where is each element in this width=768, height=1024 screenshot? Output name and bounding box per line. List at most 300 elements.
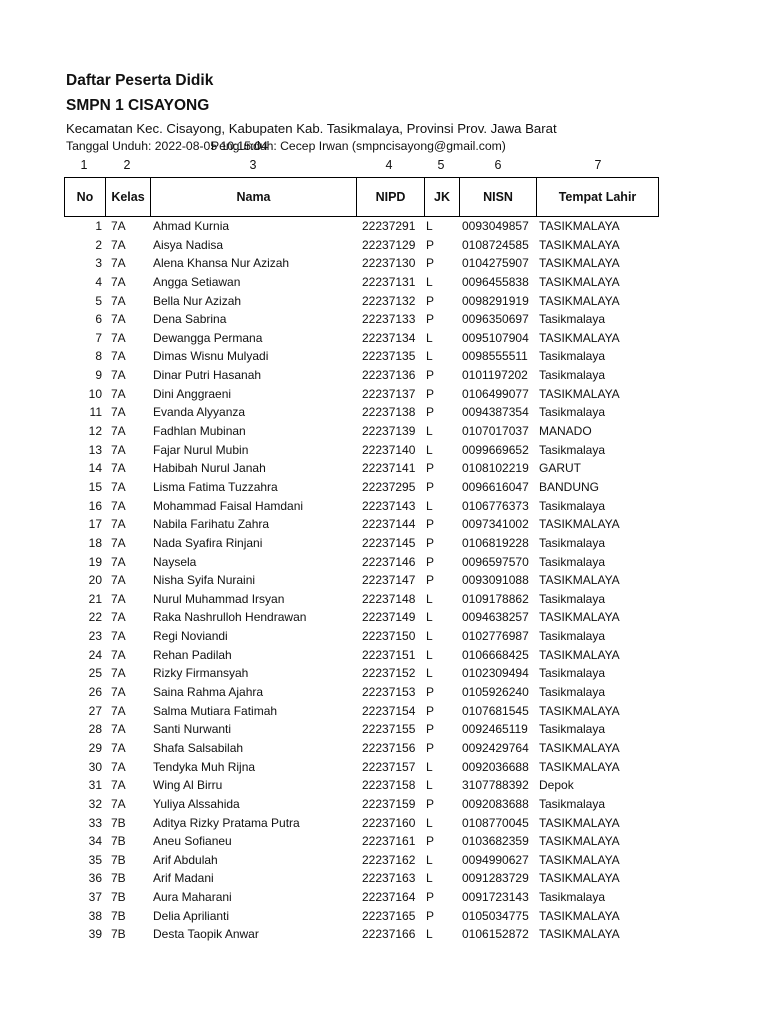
cell-nisn: 0106152872 — [462, 927, 529, 942]
downloader-info: Pengunduh: Cecep Irwan (smpncisayong@gmail.com) — [211, 139, 506, 153]
cell-no: 15 — [88, 479, 102, 494]
table-row — [0, 832, 768, 851]
cell-jk: P — [426, 237, 435, 252]
cell-tempat-lahir: TASIKMALAYA — [539, 517, 620, 532]
cell-nipd: 22237135 — [362, 349, 416, 364]
cell-nisn: 0106499077 — [462, 386, 529, 401]
cell-jk: L — [426, 498, 433, 513]
cell-jk: P — [426, 834, 435, 849]
table-row — [0, 236, 768, 255]
cell-no: 34 — [88, 834, 102, 849]
cell-nama: Dini Anggraeni — [153, 386, 232, 401]
cell-kelas: 7A — [111, 778, 126, 793]
cell-kelas: 7A — [111, 796, 126, 811]
cell-kelas: 7A — [111, 629, 126, 644]
cell-nipd: 22237156 — [362, 740, 416, 755]
cell-no: 9 — [95, 368, 102, 383]
column-number-row — [0, 158, 768, 174]
cell-nisn: 0108724585 — [462, 237, 529, 252]
cell-jk: L — [426, 759, 433, 774]
cell-jk: P — [426, 796, 435, 811]
cell-kelas: 7A — [111, 703, 126, 718]
cell-nama: Raka Nashrulloh Hendrawan — [153, 610, 307, 625]
cell-tempat-lahir: TASIKMALAYA — [539, 256, 620, 271]
cell-tempat-lahir: Depok — [539, 778, 574, 793]
download-date: Tanggal Unduh: 2022-08-05 10:15:04 — [66, 139, 268, 153]
cell-nipd: 22237160 — [362, 815, 416, 830]
cell-nama: Wing Al Birru — [153, 778, 223, 793]
cell-kelas: 7A — [111, 330, 126, 345]
cell-nisn: 0099669652 — [462, 442, 529, 457]
cell-nisn: 0102309494 — [462, 666, 529, 681]
table-row — [0, 627, 768, 646]
cell-nisn: 0106668425 — [462, 647, 529, 662]
cell-tempat-lahir: TASIKMALAYA — [539, 740, 620, 755]
cell-nama: Aisya Nadisa — [153, 237, 224, 252]
cell-no: 14 — [88, 461, 102, 476]
student-rows — [0, 217, 768, 944]
cell-jk: P — [426, 461, 435, 476]
cell-nama: Fajar Nurul Mubin — [153, 442, 249, 457]
cell-nisn: 0092083688 — [462, 796, 529, 811]
cell-nipd: 22237140 — [362, 442, 416, 457]
cell-nisn: 0101197202 — [462, 368, 528, 383]
cell-no: 11 — [89, 405, 102, 420]
cell-kelas: 7A — [111, 424, 126, 439]
cell-kelas: 7A — [111, 573, 126, 588]
cell-nisn: 0106776373 — [462, 498, 529, 513]
cell-no: 21 — [88, 591, 102, 606]
cell-tempat-lahir: TASIKMALAYA — [539, 386, 620, 401]
cell-jk: P — [426, 703, 435, 718]
cell-tempat-lahir: TASIKMALAYA — [539, 274, 620, 289]
cell-tempat-lahir: TASIKMALAYA — [539, 573, 620, 588]
cell-kelas: 7A — [111, 219, 126, 233]
header-tempat-lahir: Tempat Lahir — [537, 178, 659, 217]
table-row — [0, 478, 768, 497]
table-header — [64, 177, 659, 217]
cell-nisn: 0097341002 — [462, 517, 529, 532]
cell-tempat-lahir: TASIKMALAYA — [539, 815, 620, 830]
column-number: 2 — [123, 158, 131, 172]
table-row — [0, 814, 768, 833]
cell-nama: Saina Rahma Ajahra — [153, 685, 264, 700]
cell-no: 3 — [95, 256, 102, 271]
header-jk: JK — [425, 178, 460, 217]
cell-nipd: 22237133 — [362, 312, 416, 327]
cell-nipd: 22237165 — [362, 908, 416, 923]
cell-nisn: 0108102219 — [462, 461, 529, 476]
cell-jk: L — [426, 815, 433, 830]
cell-nama: Angga Setiawan — [153, 274, 241, 289]
cell-nisn: 0092465119 — [462, 722, 528, 737]
cell-nama: Yuliya Alssahida — [153, 796, 240, 811]
table-row — [0, 329, 768, 348]
cell-nipd: 22237154 — [362, 703, 416, 718]
cell-nipd: 22237134 — [362, 330, 416, 345]
cell-kelas: 7A — [111, 405, 126, 420]
cell-no: 31 — [88, 778, 102, 793]
cell-jk: L — [426, 442, 433, 457]
cell-nisn: 0094990627 — [462, 852, 529, 867]
table-row — [0, 273, 768, 292]
table-row — [0, 646, 768, 665]
cell-kelas: 7A — [111, 498, 126, 513]
cell-tempat-lahir: Tasikmalaya — [539, 666, 606, 681]
column-number: 3 — [249, 158, 257, 172]
cell-nisn: 0092036688 — [462, 759, 529, 774]
cell-jk: L — [426, 871, 433, 886]
cell-tempat-lahir: TASIKMALAYA — [539, 610, 620, 625]
cell-nama: Dinar Putri Hasanah — [153, 368, 262, 383]
column-number: 7 — [594, 158, 602, 172]
cell-jk: L — [426, 330, 433, 345]
cell-kelas: 7B — [111, 815, 126, 830]
cell-no: 18 — [88, 535, 102, 550]
cell-kelas: 7B — [111, 834, 126, 849]
cell-kelas: 7A — [111, 591, 126, 606]
cell-nipd: 22237291 — [362, 219, 416, 233]
cell-nipd: 22237163 — [362, 871, 416, 886]
cell-nama: Nabila Farihatu Zahra — [153, 517, 270, 532]
table-row — [0, 515, 768, 534]
cell-no: 8 — [95, 349, 102, 364]
cell-nama: Arif Abdulah — [153, 852, 218, 867]
cell-no: 29 — [88, 740, 102, 755]
cell-kelas: 7B — [111, 908, 126, 923]
cell-nisn: 0107681545 — [462, 703, 529, 718]
cell-no: 19 — [88, 554, 102, 569]
cell-tempat-lahir: Tasikmalaya — [539, 554, 606, 569]
cell-nipd: 22237131 — [362, 274, 416, 289]
cell-no: 5 — [95, 293, 102, 308]
table-row — [0, 403, 768, 422]
cell-nipd: 22237147 — [362, 573, 416, 588]
cell-no: 1 — [95, 219, 102, 233]
column-number: 6 — [494, 158, 502, 172]
cell-nipd: 22237166 — [362, 927, 416, 942]
cell-no: 28 — [88, 722, 102, 737]
cell-no: 38 — [88, 908, 102, 923]
cell-kelas: 7A — [111, 293, 126, 308]
cell-nama: Desta Taopik Anwar — [153, 927, 259, 942]
cell-jk: P — [426, 386, 435, 401]
cell-kelas: 7A — [111, 517, 126, 532]
cell-nipd: 22237136 — [362, 368, 416, 383]
cell-jk: L — [426, 219, 433, 233]
cell-nipd: 22237164 — [362, 890, 416, 905]
cell-jk: L — [426, 927, 433, 942]
cell-jk: P — [426, 517, 435, 532]
cell-no: 16 — [88, 498, 102, 513]
cell-tempat-lahir: Tasikmalaya — [539, 498, 606, 513]
cell-nipd: 22237149 — [362, 610, 416, 625]
table-row — [0, 347, 768, 366]
cell-nipd: 22237138 — [362, 405, 416, 420]
cell-nisn: 0108770045 — [462, 815, 529, 830]
cell-tempat-lahir: Tasikmalaya — [539, 405, 606, 420]
table-row — [0, 534, 768, 553]
cell-nisn: 0091283729 — [462, 871, 529, 886]
table-row — [0, 366, 768, 385]
cell-nama: Dena Sabrina — [153, 312, 227, 327]
cell-no: 10 — [88, 386, 102, 401]
cell-tempat-lahir: Tasikmalaya — [539, 368, 606, 383]
cell-tempat-lahir: TASIKMALAYA — [539, 330, 620, 345]
cell-nama: Lisma Fatima Tuzzahra — [153, 479, 278, 494]
cell-nipd: 22237145 — [362, 535, 416, 550]
table-row — [0, 292, 768, 311]
cell-nama: Aura Maharani — [153, 890, 232, 905]
cell-nipd: 22237146 — [362, 554, 416, 569]
header-kelas: Kelas — [106, 178, 151, 217]
table-row — [0, 608, 768, 627]
cell-nisn: 0095107904 — [462, 330, 529, 345]
cell-kelas: 7A — [111, 461, 126, 476]
cell-no: 22 — [88, 610, 102, 625]
cell-kelas: 7A — [111, 740, 126, 755]
cell-kelas: 7A — [111, 685, 126, 700]
cell-no: 35 — [88, 852, 102, 867]
cell-tempat-lahir: GARUT — [539, 461, 581, 476]
cell-no: 20 — [88, 573, 102, 588]
cell-nisn: 0107017037 — [462, 424, 529, 439]
cell-nipd: 22237144 — [362, 517, 416, 532]
cell-jk: P — [426, 554, 435, 569]
cell-jk: P — [426, 908, 435, 923]
cell-nisn: 0094638257 — [462, 610, 529, 625]
cell-kelas: 7B — [111, 871, 126, 886]
table-row — [0, 795, 768, 814]
cell-nipd: 22237148 — [362, 591, 416, 606]
cell-tempat-lahir: Tasikmalaya — [539, 312, 606, 327]
table-row — [0, 664, 768, 683]
cell-tempat-lahir: TASIKMALAYA — [539, 834, 620, 849]
column-number: 4 — [385, 158, 393, 172]
table-row — [0, 683, 768, 702]
cell-nipd: 22237143 — [362, 498, 416, 513]
cell-tempat-lahir: MANADO — [539, 424, 592, 439]
cell-tempat-lahir: Tasikmalaya — [539, 591, 606, 606]
cell-nama: Tendyka Muh Rijna — [153, 759, 256, 774]
cell-jk: P — [426, 740, 435, 755]
cell-jk: L — [426, 424, 433, 439]
cell-no: 7 — [95, 330, 102, 345]
table-row — [0, 776, 768, 795]
cell-nisn: 0105034775 — [462, 908, 529, 923]
cell-kelas: 7A — [111, 368, 126, 383]
table-row — [0, 888, 768, 907]
cell-no: 12 — [88, 424, 102, 439]
cell-nama: Salma Mutiara Fatimah — [153, 703, 278, 718]
cell-tempat-lahir: TASIKMALAYA — [539, 703, 620, 718]
cell-nisn: 0096616047 — [462, 479, 529, 494]
cell-kelas: 7B — [111, 890, 126, 905]
table-row — [0, 254, 768, 273]
cell-tempat-lahir: BANDUNG — [539, 479, 600, 494]
cell-no: 26 — [88, 685, 102, 700]
cell-kelas: 7B — [111, 852, 126, 867]
cell-nama: Ahmad Kurnia — [153, 219, 230, 233]
cell-nisn: 0096350697 — [462, 312, 529, 327]
cell-nama: Dimas Wisnu Mulyadi — [153, 349, 269, 364]
cell-jk: L — [426, 666, 433, 681]
cell-nipd: 22237132 — [362, 293, 416, 308]
cell-jk: P — [426, 535, 435, 550]
cell-nisn: 3107788392 — [462, 778, 529, 793]
cell-nipd: 22237155 — [362, 722, 416, 737]
table-row — [0, 702, 768, 721]
cell-kelas: 7B — [111, 927, 126, 942]
cell-tempat-lahir: Tasikmalaya — [539, 796, 606, 811]
cell-nama: Naysela — [153, 554, 197, 569]
table-row — [0, 385, 768, 404]
cell-jk: L — [426, 629, 433, 644]
cell-nama: Shafa Salsabilah — [153, 740, 244, 755]
table-row — [0, 571, 768, 590]
cell-nipd: 22237141 — [362, 461, 416, 476]
cell-nama: Arif Madani — [153, 871, 214, 886]
cell-jk: L — [426, 610, 433, 625]
header-nisn: NISN — [460, 178, 537, 217]
cell-nisn: 0105926240 — [462, 685, 529, 700]
cell-no: 36 — [88, 871, 102, 886]
cell-nama: Aditya Rizky Pratama Putra — [153, 815, 300, 830]
cell-nisn: 0094387354 — [462, 405, 529, 420]
cell-kelas: 7A — [111, 442, 126, 457]
cell-tempat-lahir: TASIKMALAYA — [539, 293, 620, 308]
table-row — [0, 217, 768, 236]
cell-jk: L — [426, 591, 433, 606]
cell-tempat-lahir: TASIKMALAYA — [539, 647, 620, 662]
cell-nama: Rehan Padilah — [153, 647, 232, 662]
table-row — [0, 590, 768, 609]
cell-nisn: 0093091088 — [462, 573, 529, 588]
cell-tempat-lahir: Tasikmalaya — [539, 535, 606, 550]
cell-nipd: 22237150 — [362, 629, 416, 644]
cell-nipd: 22237162 — [362, 852, 416, 867]
cell-tempat-lahir: TASIKMALAYA — [539, 927, 620, 942]
cell-tempat-lahir: TASIKMALAYA — [539, 908, 620, 923]
cell-no: 6 — [95, 312, 102, 327]
cell-nisn: 0102776987 — [462, 629, 529, 644]
cell-nipd: 22237151 — [362, 647, 416, 662]
cell-no: 37 — [88, 890, 102, 905]
cell-no: 33 — [88, 815, 102, 830]
cell-nama: Dewangga Permana — [153, 330, 263, 345]
cell-nisn: 0104275907 — [462, 256, 529, 271]
cell-jk: P — [426, 405, 435, 420]
cell-nama: Delia Aprilianti — [153, 908, 230, 923]
school-address: Kecamatan Kec. Cisayong, Kabupaten Kab. Tasikmalaya, Provinsi Prov. Jawa Barat — [66, 121, 557, 136]
cell-kelas: 7A — [111, 386, 126, 401]
cell-jk: P — [426, 890, 435, 905]
header-no: No — [65, 178, 106, 217]
cell-nama: Bella Nur Azizah — [153, 293, 242, 308]
cell-nama: Regi Noviandi — [153, 629, 228, 644]
cell-no: 2 — [95, 237, 102, 252]
cell-nisn: 0109178862 — [462, 591, 529, 606]
cell-nisn: 0096455838 — [462, 274, 529, 289]
cell-nipd: 22237130 — [362, 256, 416, 271]
cell-nisn: 0096597570 — [462, 554, 529, 569]
cell-nama: Fadhlan Mubinan — [153, 424, 246, 439]
cell-jk: L — [426, 852, 433, 867]
cell-jk: P — [426, 722, 435, 737]
header-nipd: NIPD — [357, 178, 425, 217]
cell-nisn: 0093049857 — [462, 219, 529, 233]
table-row — [0, 553, 768, 572]
cell-nipd: 22237159 — [362, 796, 416, 811]
cell-nama: Evanda Alyyanza — [153, 405, 246, 420]
column-number: 1 — [80, 158, 88, 172]
table-row — [0, 422, 768, 441]
cell-nisn: 0106819228 — [462, 535, 529, 550]
cell-kelas: 7A — [111, 722, 126, 737]
cell-no: 25 — [88, 666, 102, 681]
cell-tempat-lahir: Tasikmalaya — [539, 685, 606, 700]
table-row — [0, 907, 768, 926]
cell-kelas: 7A — [111, 535, 126, 550]
cell-nipd: 22237157 — [362, 759, 416, 774]
cell-no: 13 — [88, 442, 102, 457]
cell-tempat-lahir: TASIKMALAYA — [539, 237, 620, 252]
cell-nipd: 22237137 — [362, 386, 416, 401]
cell-kelas: 7A — [111, 554, 126, 569]
cell-kelas: 7A — [111, 312, 126, 327]
cell-nipd: 22237129 — [362, 237, 416, 252]
cell-tempat-lahir: TASIKMALAYA — [539, 871, 620, 886]
table-row — [0, 310, 768, 329]
cell-jk: P — [426, 479, 435, 494]
cell-kelas: 7A — [111, 647, 126, 662]
cell-tempat-lahir: Tasikmalaya — [539, 442, 606, 457]
cell-jk: P — [426, 368, 435, 383]
table-row — [0, 925, 768, 944]
cell-jk: L — [426, 349, 433, 364]
cell-no: 27 — [88, 703, 102, 718]
cell-nama: Rizky Firmansyah — [153, 666, 249, 681]
cell-nipd: 22237153 — [362, 685, 416, 700]
cell-jk: L — [426, 778, 433, 793]
cell-tempat-lahir: Tasikmalaya — [539, 349, 606, 364]
document-title: Daftar Peserta Didik — [66, 72, 214, 89]
cell-nipd: 22237139 — [362, 424, 416, 439]
cell-nisn: 0092429764 — [462, 740, 529, 755]
cell-nipd: 22237161 — [362, 834, 416, 849]
cell-no: 39 — [88, 927, 102, 942]
cell-no: 30 — [88, 759, 102, 774]
cell-no: 4 — [95, 274, 102, 289]
table-row — [0, 851, 768, 870]
cell-tempat-lahir: Tasikmalaya — [539, 890, 606, 905]
cell-no: 17 — [88, 517, 102, 532]
cell-jk: P — [426, 256, 435, 271]
cell-nama: Nisha Syifa Nuraini — [153, 573, 256, 588]
cell-nama: Aneu Sofianeu — [153, 834, 232, 849]
cell-tempat-lahir: Tasikmalaya — [539, 722, 606, 737]
cell-jk: P — [426, 573, 435, 588]
cell-jk: P — [426, 312, 435, 327]
cell-tempat-lahir: Tasikmalaya — [539, 629, 606, 644]
cell-nisn: 0103682359 — [462, 834, 529, 849]
table-row — [0, 720, 768, 739]
cell-nama: Habibah Nurul Janah — [153, 461, 266, 476]
cell-nisn: 0091723143 — [462, 890, 529, 905]
cell-tempat-lahir: TASIKMALAYA — [539, 219, 620, 233]
cell-no: 23 — [88, 629, 102, 644]
cell-nipd: 22237158 — [362, 778, 416, 793]
